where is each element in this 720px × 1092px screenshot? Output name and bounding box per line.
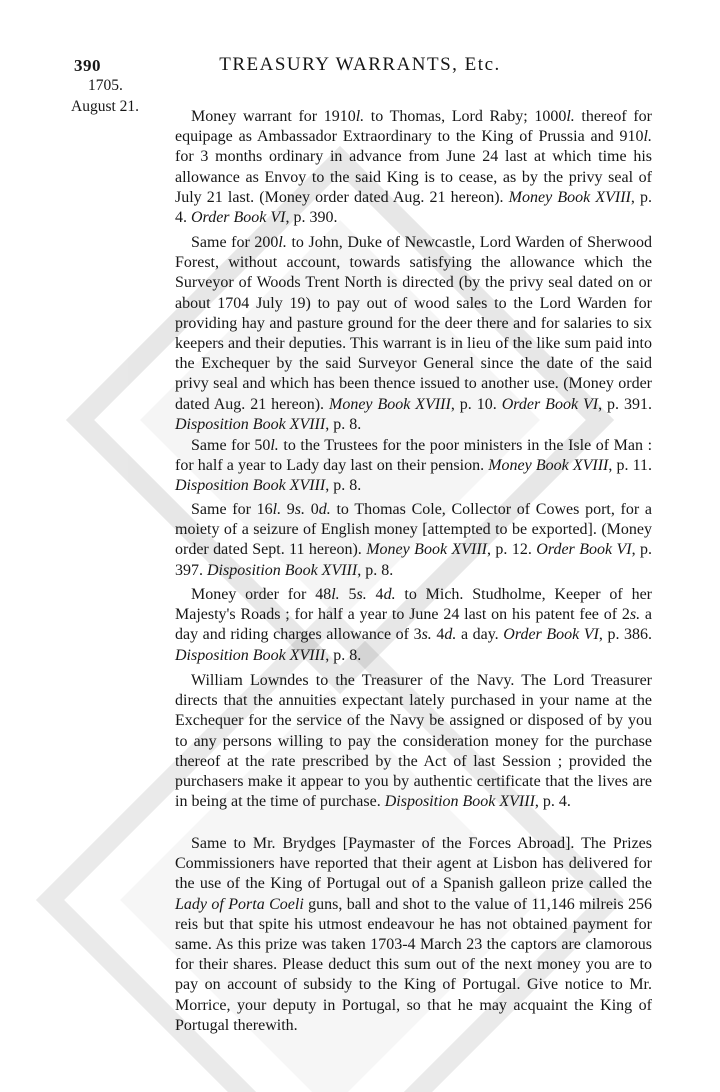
entry-newcastle-warrant: Same for 200l. to John, Duke of Newcastle, Lord Warden of Sherwood Forest, without account, towards satisfying the allowance which the Surveyor of Woods Trent North is directed (by the privy seal dated on or about 1704 July 19) to pay out of wood sales to the Lord Warden for providing hay and pasture ground for the deer there and for salaries to six keepers and their deputies. This warrant is in lieu of the like sum paid into the Exchequer by the said Surveyor General since the date of the said privy seal and which has been thence issued to another use. (Money order dated Aug. 21 hereon). Money Book XVIII, p. 10. Order Book VI, p. 391. Disposition Book XVIII, p. 8.: [175, 234, 653, 433]
running-head: TREASURY WARRANTS, Etc.: [219, 54, 501, 75]
page-number: 390: [74, 56, 101, 75]
entry-raby-warrant: Money warrant for 1910l. to Thomas, Lord Raby; 1000l. thereof for equipage as Ambassador Extraordinary to the King of Prussia and 910l. for 3 months ordinary in advance from June 24 last at which time his allowance as Envoy to the said King is to cease, as by the privy seal of July 21 last. (Money order dated Aug. 21 hereon). Money Book XVIII, p. 4. Order Book VI, p. 390.: [175, 108, 653, 227]
margin-date: August 21.: [71, 98, 140, 115]
entry-studholme-order: Money order for 48l. 5s. 4d. to Mich. Studholme, Keeper of her Majesty's Roads ; for half a year to June 24 last on his patent fee of 2s. a day and riding charges allowance of 3s. 4d. a day. Order Book VI, p. 386. Disposition Book XVIII, p. 8.: [175, 586, 653, 664]
entry-isle-of-man-warrant: Same for 50l. to the Trustees for the poor ministers in the Isle of Man : for half a year to Lady day last on their pension. Money Book XVIII, p. 11. Disposition Book XVIII, p. 8.: [175, 437, 653, 495]
entry-lowndes-navy-letter: William Lowndes to the Treasurer of the Navy. The Lord Treasurer directs that the annuities expectant lately purchased in your name at the Exchequer for the service of the Navy be assigned or disposed of by you to any persons willing to pay the consideration money for the purchase thereof at the rate prescribed by the Act of last Session ; provided the purchasers make it appear to you by authentic certificate that the lives are in being at the time of purchase. Disposition Book XVIII, p. 4.: [175, 672, 652, 811]
margin-year: 1705.: [88, 77, 123, 94]
entry-brydges-letter: Same to Mr. Brydges [Paymaster of the Forces Abroad]. The Prizes Commissioners have reported that their agent at Lisbon has delivered for the use of the King of Portugal out of a Spanish galleon prize called the Lady of Porta Coeli guns, ball and shot to the value of 11,146 milreis 256 reis but that spite his utmost endeavour he has not obtained payment for same. As this prize was taken 1703-4 March 23 the captors are clamorous for their shares. Please deduct this sum out of the next money you are to pay on account of subsidy to the King of Portugal. Give notice to Mr. Morrice, your deputy in Portugal, so that he may acquaint the King of Portugal therewith.: [175, 835, 652, 1034]
entry-cole-warrant: Same for 16l. 9s. 0d. to Thomas Cole, Collector of Cowes port, for a moiety of a seizure of English money [attempted to be exported]. (Money order dated Sept. 11 hereon). Money Book XVIII, p. 12. Order Book VI, p. 397. Disposition Book XVIII, p. 8.: [175, 501, 653, 579]
